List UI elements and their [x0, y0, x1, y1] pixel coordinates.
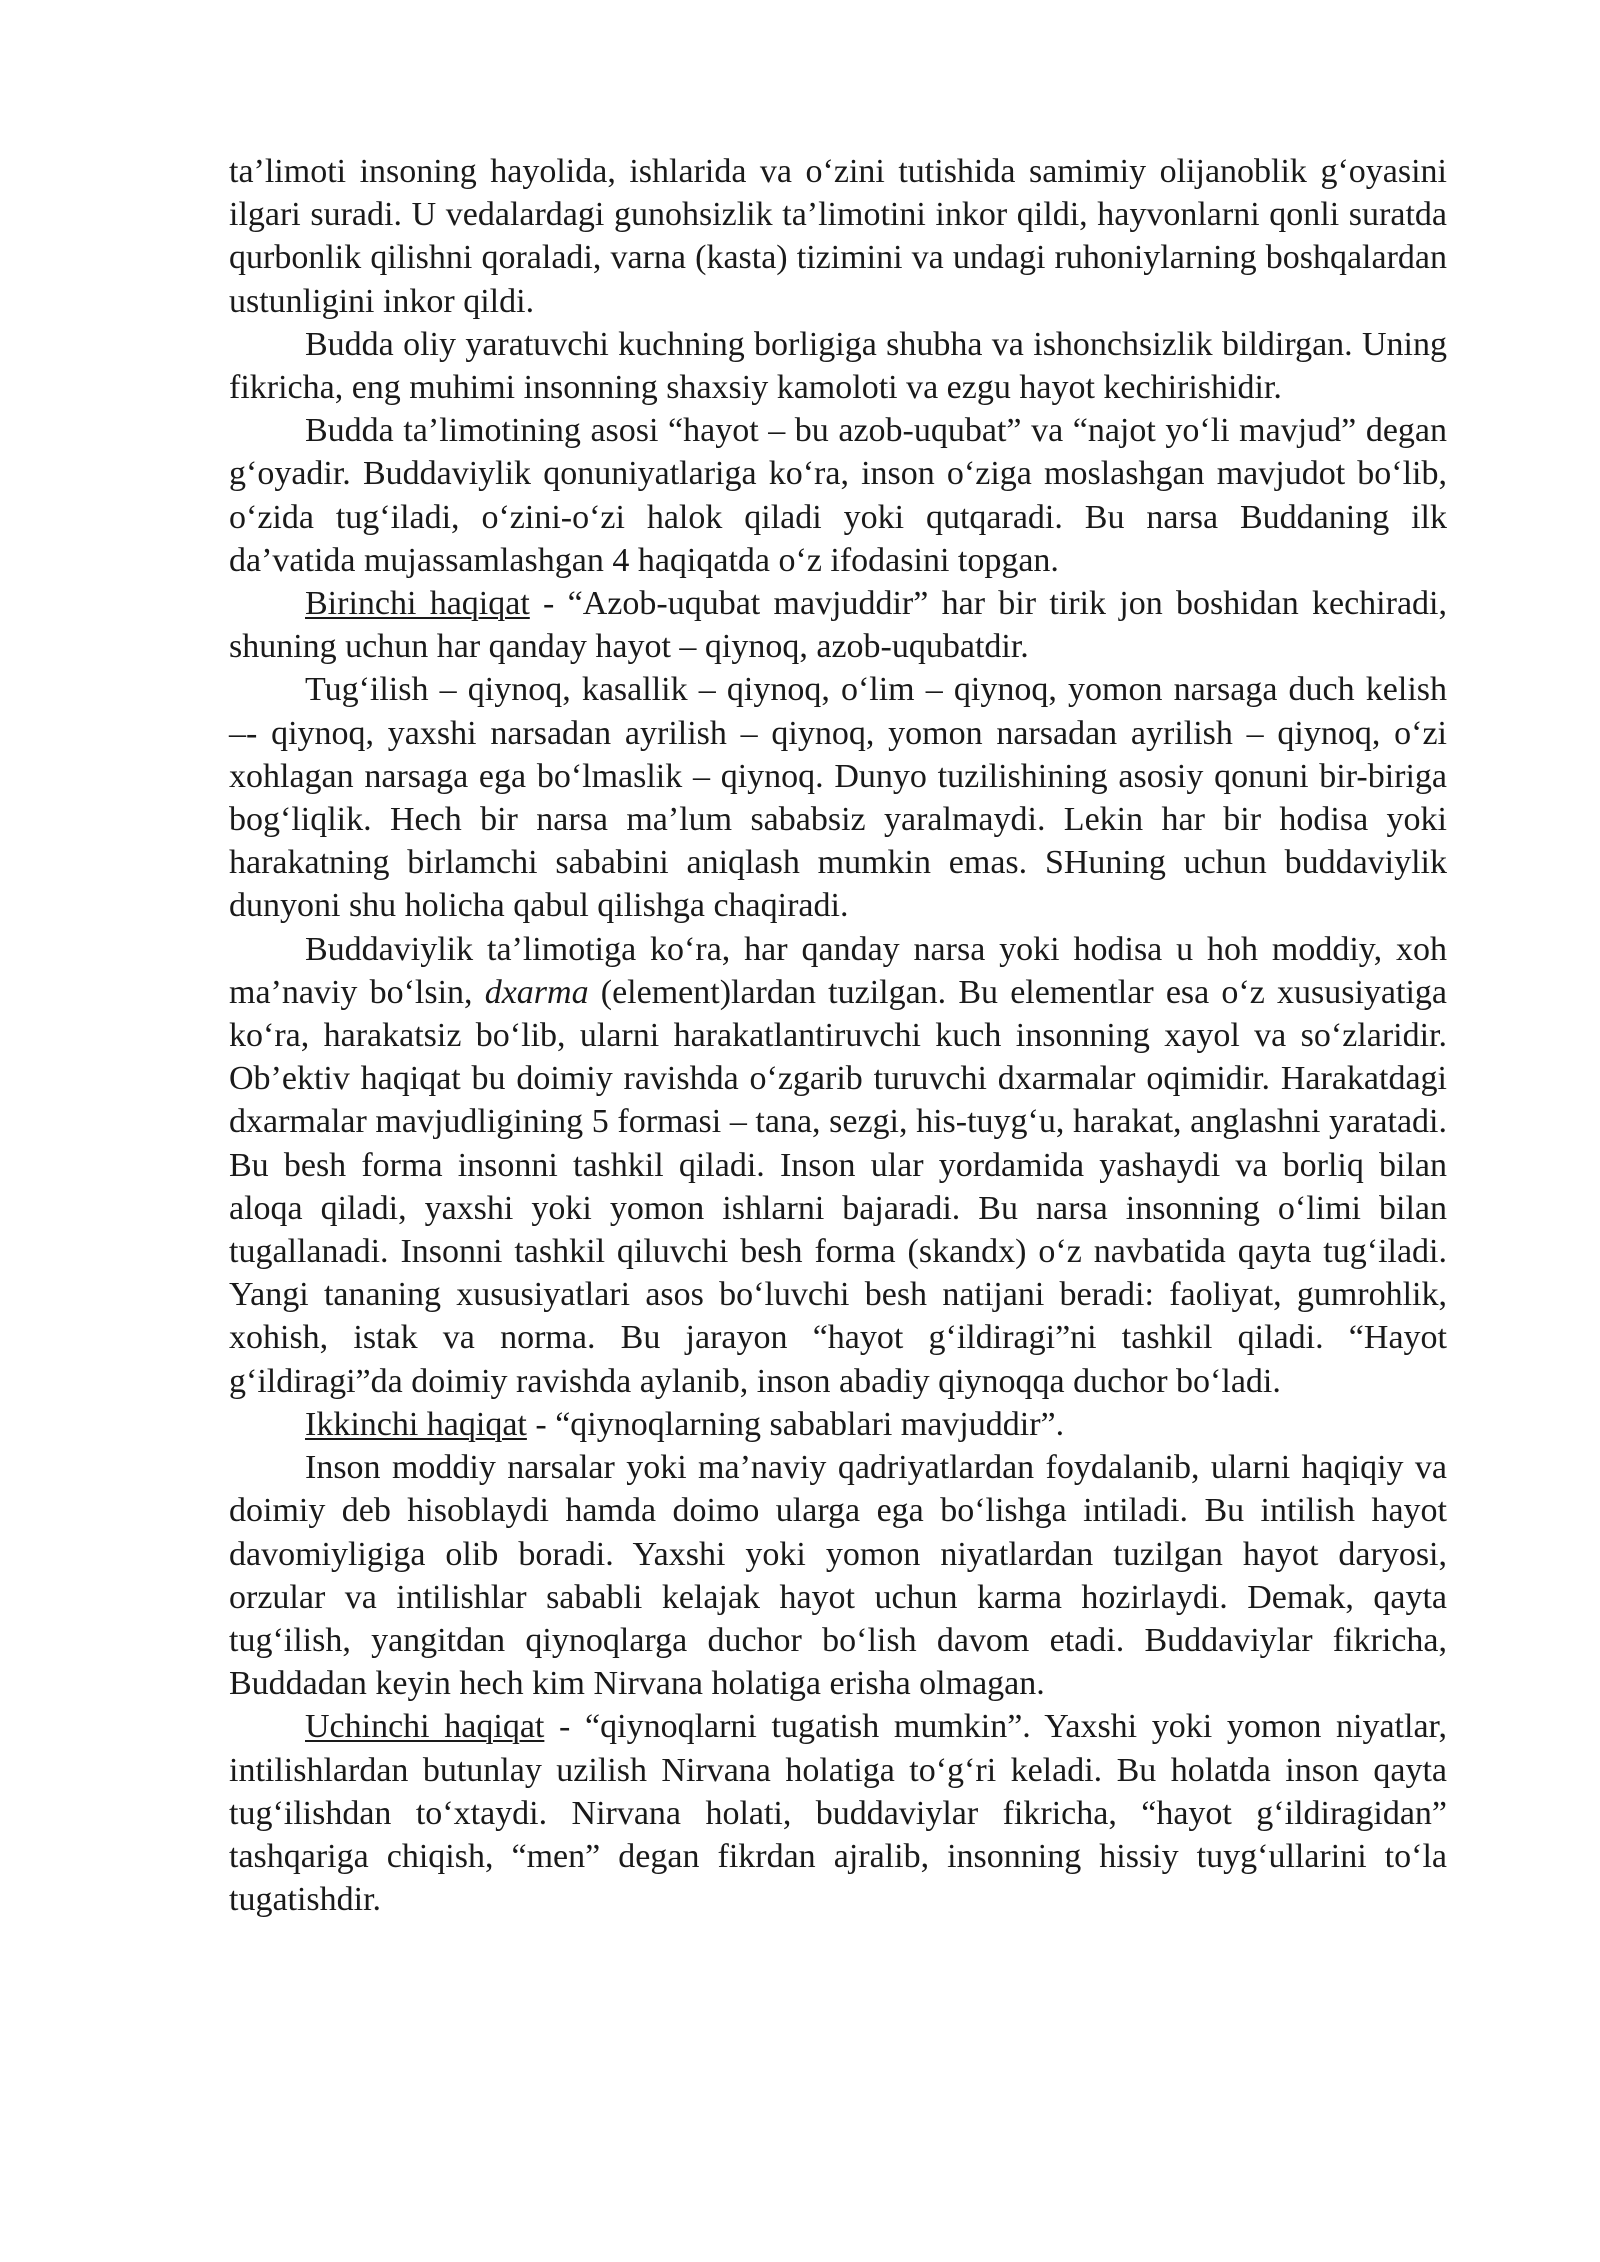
second-truth-heading: Ikkinchi haqiqat [305, 1405, 527, 1443]
dxarma-text-after: (element)lardan tuzilgan. Bu elementlar esa o‘z xususiyatiga ko‘ra, harakatsiz bo‘lib, ularni harakatlantiruvchi kuch insonning xayol va so‘zlaridir. Ob’ektiv haqiqat bu doimiy ravishda o‘zgarib turuvchi dxarmalar oqimidir. Harakatdagi dxarmalar mavjudligining 5 formasi – tana, sezgi, his-tuyg‘u, harakat, anglashni yaratadi. Bu besh forma insonni tashkil qiladi. Inson ular yordamida yashaydi va borliq bilan aloqa qiladi, yaxshi yoki yomon ishlarni bajaradi. Bu narsa insonning o‘limi bilan tugallanadi. Insonni tashkil qiluvchi besh forma (skandx) o‘z navbatida qayta tug‘iladi. Yangi tananing xususiyatlari asos bo‘luvchi besh natijani beradi: faoliyat, gumrohlik, xohish, istak va norma. Bu jarayon “hayot g‘ildiragi”ni tashkil qiladi. “Hayot g‘ildiragi”da doimiy ravishda aylanib, inson abadiy qiynoqqa duchor bo‘ladi. [229, 973, 1448, 1400]
paragraph-dxarma [229, 928, 1447, 1403]
document-page [229, 150, 1447, 1921]
third-truth-text: - “qiynoqlarni tugatish mumkin”. Yaxshi yoki yomon niyatlar, intilishlardan butunlay uzilish Nirvana holatiga to‘g‘ri keladi. Bu holatda inson qayta tug‘ilishdan to‘xtaydi. Nirvana holati, buddaviylar fikricha, “hayot g‘ildiragidan” tashqariga chiqish, “men” degan fikrdan ajralib, insonning hissiy tuyg‘ullarini to‘la tugatishdir. [229, 1708, 1447, 1919]
paragraph-third-truth [229, 1705, 1447, 1921]
paragraph: Tug‘ilish – qiynoq, kasallik – qiynoq, o‘lim – qiynoq, yomon narsaga duch kelish –- qiynoq, yaxshi narsadan ayrilish – qiynoq, yomon narsadan ayrilish – qiynoq, o‘zi xohlagan narsaga ega bo‘lmaslik – qiynoq. Dunyo tuzilishining asosiy qonuni bir-biriga bog‘liqlik. Hech bir narsa ma’lum sababsiz yaralmaydi. Lekin har bir hodisa yoki harakatning birlamchi sababini aniqlash mumkin emas. SHuning uchun buddaviylik dunyoni shu holicha qabul qilishga chaqiradi. [229, 671, 1447, 925]
paragraph-first-truth [229, 582, 1447, 668]
paragraph: Budda ta’limotining asosi “hayot – bu azob-uqubat” va “najot yo‘li mavjud” degan g‘oyadir. Buddaviylik qonuniyatlariga ko‘ra, inson o‘ziga moslashgan mavjudot bo‘lib, o‘zida tug‘iladi, o‘zini-o‘zi halok qiladi yoki qutqaradi. Bu narsa Buddaning ilk da’vatida mujassamlashgan 4 haqiqatda o‘z ifodasini topgan. [229, 412, 1447, 579]
paragraph-second-truth [229, 1403, 1447, 1446]
paragraph: ta’limoti insoning hayolida, ishlarida va o‘zini tutishida samimiy olijanoblik g‘oyasini ilgari suradi. U vedalardagi gunohsizlik ta’limotini inkor qildi, hayvonlarni qonli suratda qurbonlik qilishni qoraladi, varna (kasta) tizimini va undagi ruhoniylarning boshqalardan ustunligini inkor qildi. [229, 153, 1447, 320]
dxarma-text-before: Buddaviylik ta’limotiga ko‘ra, har qanday narsa yoki hodisa u hoh moddiy, xoh ma’naviy bo‘lsin, [229, 930, 1447, 1011]
paragraph: Inson moddiy narsalar yoki ma’naviy qadriyatlardan foydalanib, ularni haqiqiy va doimiy deb hisoblaydi hamda doimo ularga ega bo‘lishga intiladi. Bu intilish hayot davomiyligiga olib boradi. Yaxshi yoki yomon niyatlardan tuzilgan hayot daryosi, orzular va intilishlar sababli kelajak hayot uchun karma hozirlaydi. Demak, qayta tug‘ilish, yangitdan qiynoqlarga duchor bo‘lish davom etadi. Buddaviylar fikricha, Buddadan keyin hech kim Nirvana holatiga erisha olmagan. [229, 1449, 1447, 1703]
dxarma-term: dxarma [484, 973, 589, 1011]
first-truth-heading: Birinchi haqiqat [305, 585, 530, 623]
third-truth-heading: Uchinchi haqiqat [305, 1708, 545, 1746]
second-truth-text: - “qiynoqlarning sabablari mavjuddir”. [526, 1405, 1065, 1443]
first-truth-text: - “Azob-uqubat mavjuddir” har bir tirik jon boshidan kechiradi, shuning uchun har qanday hayot – qiynoq, azob-uqubatdir. [229, 585, 1447, 666]
paragraph: Budda oliy yaratuvchi kuchning borligiga shubha va ishonchsizlik bildirgan. Uning fikricha, eng muhimi insonning shaxsiy kamoloti va ezgu hayot kechirishidir. [229, 325, 1447, 407]
